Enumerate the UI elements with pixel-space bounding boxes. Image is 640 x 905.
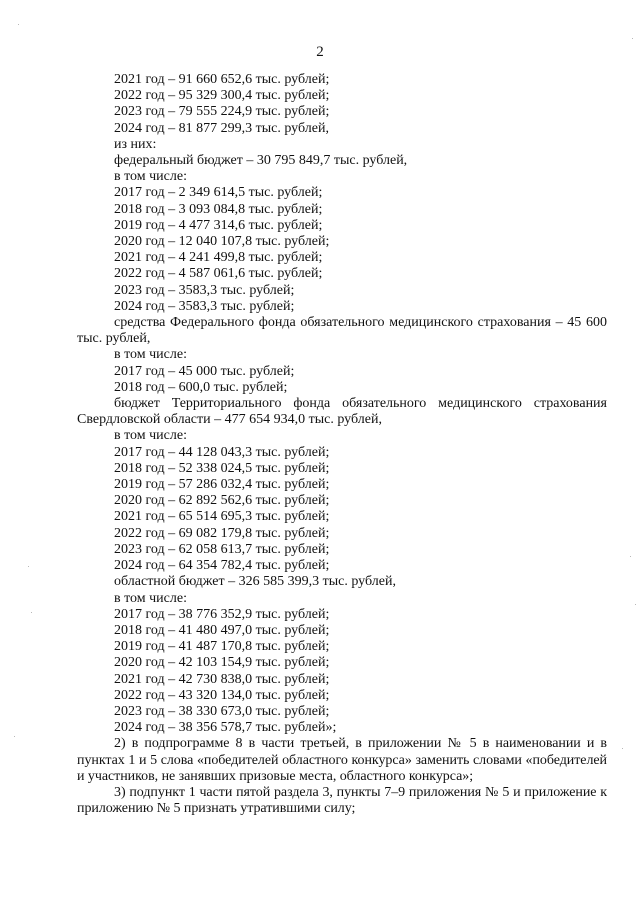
scan-speck — [630, 556, 631, 557]
text-line: 2018 год – 3 093 084,8 тыс. рублей; — [114, 201, 323, 217]
text-line: в том числе: — [114, 428, 187, 444]
text-line: 2020 год – 42 103 154,9 тыс. рублей; — [114, 655, 330, 671]
text-line: 2023 год – 38 330 673,0 тыс. рублей; — [114, 703, 330, 719]
text-line: 2018 год – 52 338 024,5 тыс. рублей; — [114, 460, 330, 476]
text-line: 2021 год – 42 730 838,0 тыс. рублей; — [114, 671, 330, 687]
text-line: 2023 год – 3583,3 тыс. рублей; — [114, 282, 295, 298]
paragraph-ffoms: средства Федерального фонда обязательного медицинского страхования – 45 600 тыс. рублей, — [77, 315, 607, 347]
scan-speck — [635, 604, 636, 605]
text-line: 2024 год – 3583,3 тыс. рублей; — [114, 298, 295, 314]
text-line: 2017 год – 38 776 352,9 тыс. рублей; — [114, 606, 330, 622]
text-line: 2024 год – 81 877 299,3 тыс. рублей, — [114, 120, 329, 136]
text-line: 2021 год – 91 660 652,6 тыс. рублей; — [114, 72, 330, 87]
text-line: федеральный бюджет – 30 795 849,7 тыс. рублей, — [114, 153, 408, 169]
text-line: 2020 год – 12 040 107,8 тыс. рублей; — [114, 234, 330, 250]
text-line: из них: — [114, 136, 157, 152]
text-line: 2018 год – 600,0 тыс. рублей; — [114, 379, 288, 395]
text-line: в том числе: — [114, 347, 187, 363]
text-line: 2017 год – 44 128 043,3 тыс. рублей; — [114, 444, 330, 460]
paragraph-item-3: 3) подпункт 1 части пятой раздела 3, пункты 7–9 приложения № 5 и приложение к приложению № 5 признать утратившими силу; — [77, 784, 607, 817]
text-line: 2017 год – 45 000 тыс. рублей; — [114, 363, 295, 379]
document-body — [77, 72, 607, 817]
scan-speck — [622, 748, 623, 749]
text-line: 2022 год – 95 329 300,4 тыс. рублей; — [114, 88, 330, 104]
text-line: 2021 год – 4 241 499,8 тыс. рублей; — [114, 250, 323, 266]
text-line: 2023 год – 79 555 224,9 тыс. рублей; — [114, 104, 330, 120]
text-line: 2024 год – 38 356 578,7 тыс. рублей»; — [114, 720, 337, 736]
text-line: 2022 год – 69 082 179,8 тыс. рублей; — [114, 525, 330, 541]
text-line: 2023 год – 62 058 613,7 тыс. рублей; — [114, 541, 330, 557]
text-line: 2021 год – 65 514 695,3 тыс. рублей; — [114, 509, 330, 525]
scan-speck — [28, 566, 29, 567]
text-line: 2020 год – 62 892 562,6 тыс. рублей; — [114, 493, 330, 509]
paragraph-item-2: 2) в подпрограмме 8 в части третьей, в приложении № 5 в наименовании и в пунктах 1 и 5 слова «победителей областного конкурса» заменить словами «победителей и участников, не занявших призовые места, областного конкурса»; — [77, 736, 607, 784]
scan-speck — [18, 24, 19, 25]
text-line: в том числе: — [114, 169, 187, 185]
text-line: 2019 год – 41 487 170,8 тыс. рублей; — [114, 639, 330, 655]
text-line: 2018 год – 41 480 497,0 тыс. рублей; — [114, 622, 330, 638]
paragraph-tfoms: бюджет Территориального фонда обязательного медицинского страхования Свердловской области – 477 654 934,0 тыс. рублей, — [77, 396, 607, 428]
text-line: 2017 год – 2 349 614,5 тыс. рублей; — [114, 185, 323, 201]
text-line: в том числе: — [114, 590, 187, 606]
text-line: областной бюджет – 326 585 399,3 тыс. рублей, — [114, 574, 396, 590]
scan-speck — [632, 38, 633, 39]
text-line: 2019 год – 4 477 314,6 тыс. рублей; — [114, 217, 323, 233]
text-line: 2022 год – 43 320 134,0 тыс. рублей; — [114, 687, 330, 703]
page-number: 2 — [316, 44, 324, 60]
scan-speck — [31, 612, 32, 613]
scan-speck — [14, 736, 15, 737]
text-line: 2024 год – 64 354 782,4 тыс. рублей; — [114, 558, 330, 574]
text-line: 2022 год – 4 587 061,6 тыс. рублей; — [114, 266, 323, 282]
text-line: 2019 год – 57 286 032,4 тыс. рублей; — [114, 477, 330, 493]
